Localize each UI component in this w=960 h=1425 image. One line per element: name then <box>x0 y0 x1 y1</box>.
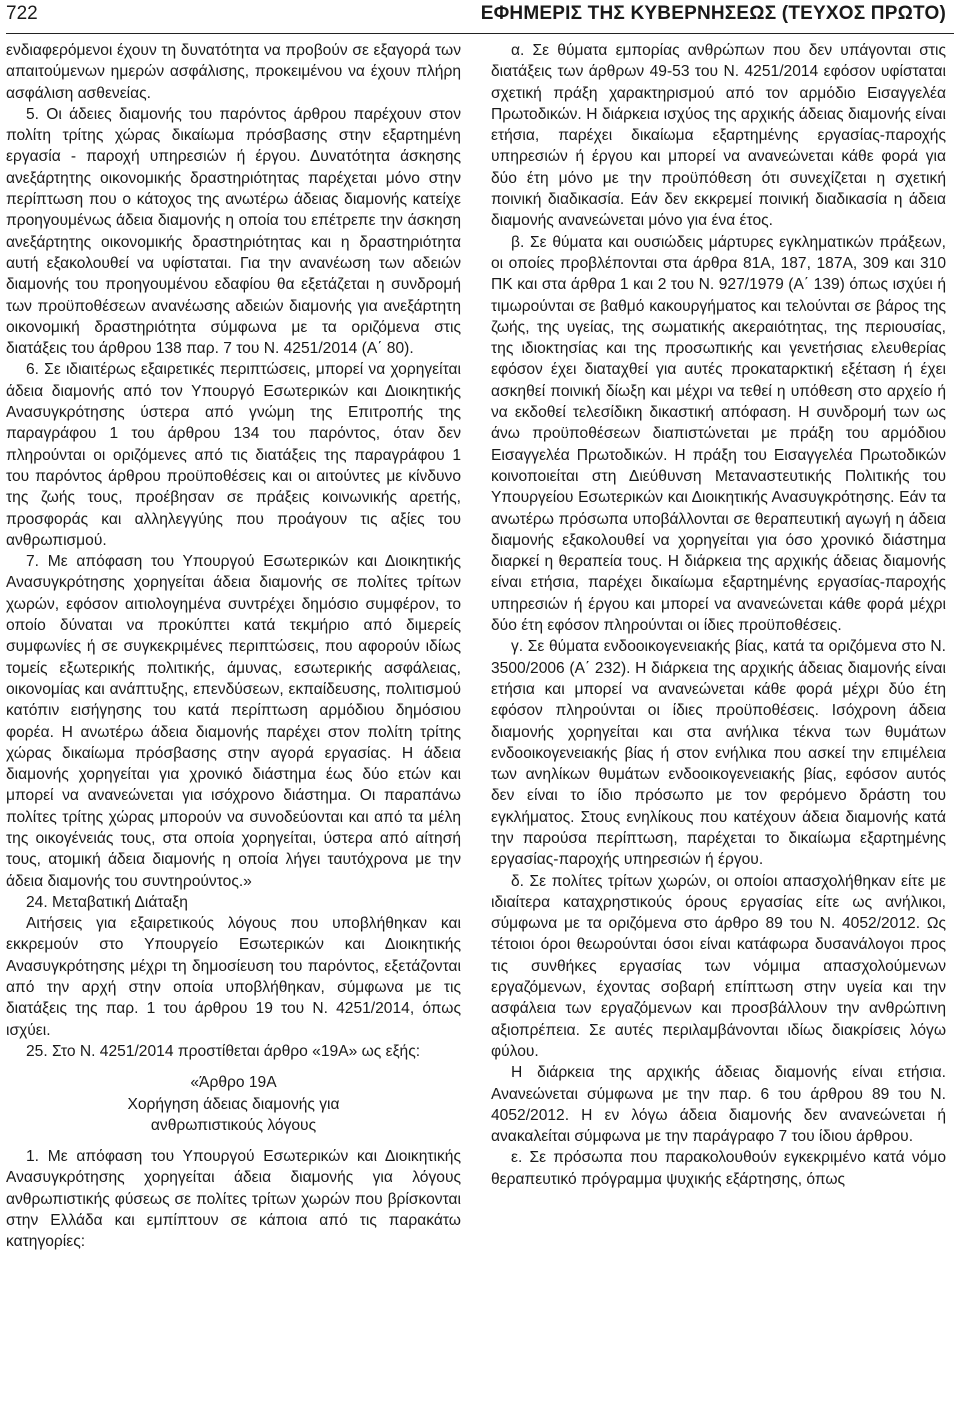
case-d-continued: Η διάρκεια της αρχικής άδειας διαμονής είναι ετήσια. Ανανεώνεται σύμφωνα με την παρ. 6 του άρθρου 89 του Ν. 4052/2012. Η εν λόγω άδεια διαμονής δεν ανανεώνεται ή ανακαλείται σύμφωνα με την παράγραφο 7 του ίδιου άρθρου. <box>491 1064 946 1146</box>
gazette-title: ΕΦΗΜΕΡΙΣ ΤΗΣ ΚΥΒΕΡΝΗΣΕΩΣ (ΤΕΥΧΟΣ ΠΡΩΤΟ) <box>480 3 946 24</box>
right-column <box>491 40 946 1190</box>
article-paragraph-1: 1. Με απόφαση του Υπουργού Εσωτερικών και Διοικητικής Ανασυγκρότησης χορηγείται άδεια διαμονής για λόγους ανθρωπιστικής φύσεως σε πολίτες τρίτων χωρών που βρίσκονται στην Ελλάδα και εμπίπτουν σε κάποια από τις παρακάτω κατηγορίες: <box>6 1148 461 1251</box>
case-d: δ. Σε πολίτες τρίτων χωρών, οι οποίοι απασχολήθηκαν είτε με ιδιαίτερα καταχρηστικούς όρους εργασίας είτε ως ανήλικοι, σύμφωνα με τα οριζόμενα στο άρθρο 89 του Ν. 4052/2012. Ως τέτοιοι όροι θεωρούνται όσοι είναι κατάφωρα δυσανάλογοι προς τις συνθήκες εργασίας των νόμιμα απασχολούμενων εργαζόμενων, έχοντας σοβαρή επίπτωση στην υγεία και την ασφάλεια των εργαζόμενων και προσβάλλουν την ανθρώπινη αξιοπρέπεια. Σε αυτές περιλαμβάνονται ιδίως διακρίσεις λόγω φύλου. <box>491 872 946 1060</box>
article-subtitle-2: ανθρωπιστικούς λόγους <box>150 1116 317 1134</box>
case-c: γ. Σε θύματα ενδοοικογενειακής βίας, κατά τα οριζόμενα στο Ν. 3500/2006 (Α΄ 232). Η διάρκεια της αρχικής άδειας διαμονής είναι ετήσια και μπορεί να ανανεώνεται κάθε φορά μέχρι δύο έτη εφόσον πληρούνται οι ίδιες προϋποθέσεις. Ισόχρονη άδεια διαμονής χορηγείται και στα ανήλικα τέκνα των θυμάτων ενδοοικογενειακής βίας ή στον ενήλικα που ασκεί την επιμέλεια των ανηλίκων θυμάτων ενδοοικογενειακής βίας, εφόσον αυτός δεν είναι το ίδιο πρόσωπο με τον φερόμενο δράστη του εγκλήματος. Στους ενηλίκους που κατέχουν άδεια διαμονής κατά την παρούσα περίπτωση, παρέχεται το δικαίωμα εξαρτημένης εργασίας-παροχής υπηρεσιών ή έργου. <box>491 638 946 869</box>
paragraph-25: 25. Στο Ν. 4251/2014 προστίθεται άρθρο «19Α» ως εξής: <box>26 1042 421 1060</box>
paragraph-7: 7. Με απόφαση του Υπουργού Εσωτερικών και Διοικητικής Ανασυγκρότησης χορηγείται άδεια διαμονής σε πολίτες τρίτων χωρών, εφόσον αιτιολογημένα συντρέχει δημόσιο συμφέρον, το οποίο δύναται να προκύπτει κατά τεκμήριο από διμερείς συμφωνίες ή σε συγκεκριμένες περιπτώσεις, που αφορούν ιδίως τομείς εξωτερικής πολιτικής, άμυνας, εσωτερικής ασφάλειας, οικονομίας και ανάπτυξης, επενδύσεων, εκπαίδευσης, πολιτισμού κατόπιν εισήγησης του κατά περίπτωση αρμόδιου δημόσιου φορέα. Η ανωτέρω άδεια διαμονής παρέχει στον πολίτη τρίτης χώρας δικαίωμα πρόσβασης στην αγορά εργασίας. Η άδεια διαμονής χορηγείται για χρονικό διάστημα έως δύο ετών και μπορεί να ανανεώνεται για ισόχρονο διάστημα. Οι παραπάνω πολίτες τρίτης χώρας μπορούν να συνοδεύονται και από τα μέλη της οικογένειάς τους, στα οποία χορηγείται, ύστερα από αίτησή τους, ατομική άδεια διαμονής η οποία λήγει ταυτόχρονα με την άδεια διαμονής του συντηρούντος.» <box>6 553 461 890</box>
page-number: 722 <box>6 3 38 24</box>
spacer <box>6 1136 461 1146</box>
header-rule <box>6 33 954 34</box>
paragraph-6: 6. Σε ιδιαιτέρως εξαιρετικές περιπτώσεις, μπορεί να χορηγείται άδεια διαμονής από τον Υπουργό Εσωτερικών και Διοικητικής Ανασυγκρότησης ύστερα από γνώμη της Επιτροπής της παραγράφου 1 του άρθρου 134 του παρόντος, όταν δεν πληρούνται οι οριζόμενες από τις διατάξεις της παραγράφου 1 του παρόντος άρθρου προϋποθέσεις και οι αιτούντες με κίνδυνο της ζωής τους, προέβησαν σε πράξεις κοινωνικής αρετής, προσφοράς και αλληλεγγύης που προάγουν τις αξίες του ανθρωπισμού. <box>6 361 461 549</box>
paragraph-24-body: Αιτήσεις για εξαιρετικούς λόγους που υποβλήθηκαν και εκκρεμούν στο Υπουργείο Εσωτερικών και Διοικητικής Ανασυγκρότησης μέχρι τη δημοσίευση του παρόντος, εξετάζονται από την αρχή στην οποία υποβλήθηκαν, σύμφωνα με τις διατάξεις της παρ. 1 του άρθρου 19 του Ν. 4251/2014, όπως ισχύει. <box>6 915 461 1039</box>
left-column <box>6 40 461 1253</box>
paragraph-5: 5. Οι άδειες διαμονής του παρόντος άρθρου παρέχουν στον πολίτη τρίτης χώρας δικαίωμα πρόσβασης στην εξαρτημένη εργασία - παροχή υπηρεσιών ή έργου. Δυνατότητα άσκησης ανεξάρτητης οικονομικής δραστηριότητας παρέχεται μόνο στην περίπτωση που ο κάτοχος της ανωτέρω άδειας διαμονής κατείχε προηγουμένως άδεια διαμονής η οποία του επέτρεπε την άσκηση ανεξάρτητης οικονομικής δραστηριότητας και η δραστηριότητα αυτή εξακολουθεί να υφίσταται. Για την ανανέωση των αδειών διαμονής του προηγουμένου εδαφίου θα εξετάζεται η συνδρομή των προϋποθέσεων ανανέωσης αδειών διαμονής για ανεξάρτητη οικονομική δραστηριότητα σύμφωνα με τα οριζόμενα στις διατάξεις του άρθρου 138 παρ. 7 του Ν. 4251/2014 (Α΄ 80). <box>6 105 461 358</box>
case-e: ε. Σε πρόσωπα που παρακολουθούν εγκεκριμένο κατά νόμο θεραπευτικό πρόγραμμα ψυχικής εξάρτησης, όπως <box>491 1149 946 1188</box>
article-subtitle-1: Χορήγηση άδειας διαμονής για <box>127 1095 340 1113</box>
spacer <box>6 1062 461 1072</box>
case-a: α. Σε θύματα εμπορίας ανθρώπων που δεν υπάγονται στις διατάξεις των άρθρων 49-53 του Ν. 4251/2014 εφόσον υφίσταται σχετική πράξη χαρακτηρισμού από τον αρμόδιο Εισαγγελέα Πρωτοδικών. Η διάρκεια ισχύος της αρχικής άδειας διαμονής είναι ετήσια, παρέχει δικαίωμα εξαρτημένης εργασίας-παροχής υπηρεσιών ή έργου και μπορεί να ανανεώνεται κάθε φορά για δύο έτη μόνο με την προϋπόθεση ότι συνεχίζεται η σχετική ποινική διαδικασία. Εάν δεν εκκρεμεί ποινική διαδικασία η άδεια διαμονής ανανεώνεται μόνο για ένα έτος. <box>491 42 946 230</box>
article-heading: «Άρθρο 19Α <box>190 1074 277 1092</box>
paragraph-intro: ενδιαφερόμενοι έχουν τη δυνατότητα να προβούν σε εξαγορά των απαιτούμενων ημερών ασφάλισης, προκειμένου να έχουν πλήρη ασφάλιση ασθενείας. <box>6 42 461 102</box>
paragraph-24-title: 24. Μεταβατική Διάταξη <box>26 893 188 911</box>
page-header <box>0 0 960 32</box>
case-b: β. Σε θύματα και ουσιώδεις μάρτυρες εγκληματικών πράξεων, οι οποίες προβλέπονται στα άρθρα 81Α, 187, 187Α, 309 και 310 ΠΚ και στα άρθρα 1 και 2 του Ν. 927/1979 (Α΄ 139) όπως ισχύει ή τιμωρούνται σε βαθμό κακουργήματος και τελούνται σε βάρος της ζωής, της υγείας, της σωματικής ακεραιότητας, της περιουσίας, της ιδιοκτησίας και της προσωπικής και γενετήσιας ελευθερίας εφόσον έχει διαταχθεί για αυτές προκαταρκτική εξέταση ή έχει ασκηθεί ποινική δίωξη και μέχρι να τεθεί η υπόθεση στο αρχείο ή να εκδοθεί τελεσίδικη δικαστική απόφαση. Η συνδρομή των ως άνω προϋποθέσεων διαπιστώνεται με πράξη του αρμόδιου Εισαγγελέα Πρωτοδικών. Η πράξη του Εισαγγελέα Πρωτοδικών κοινοποιείται στη Διεύθυνση Μεταναστευτικής Πολιτικής του Υπουργείου Εσωτερικών και Διοικητικής Ανασυγκρότησης. Εάν τα ανωτέρω πρόσωπα υποβάλλονται σε θεραπευτική αγωγή η άδεια διαμονής εξακολουθεί να χορηγείται για όσο χρονικό διάστημα διαρκεί η θεραπεία τους. Η διάρκεια της αρχικής άδειας διαμονής είναι ετήσια, παρέχει δικαίωμα εξαρτημένης εργασίας-παροχής υπηρεσιών ή έργου και μπορεί να ανανεώνεται κάθε φορά μέχρι δύο έτη εφόσον πληρούνται οι ίδιες προϋποθέσεις. <box>491 233 946 635</box>
